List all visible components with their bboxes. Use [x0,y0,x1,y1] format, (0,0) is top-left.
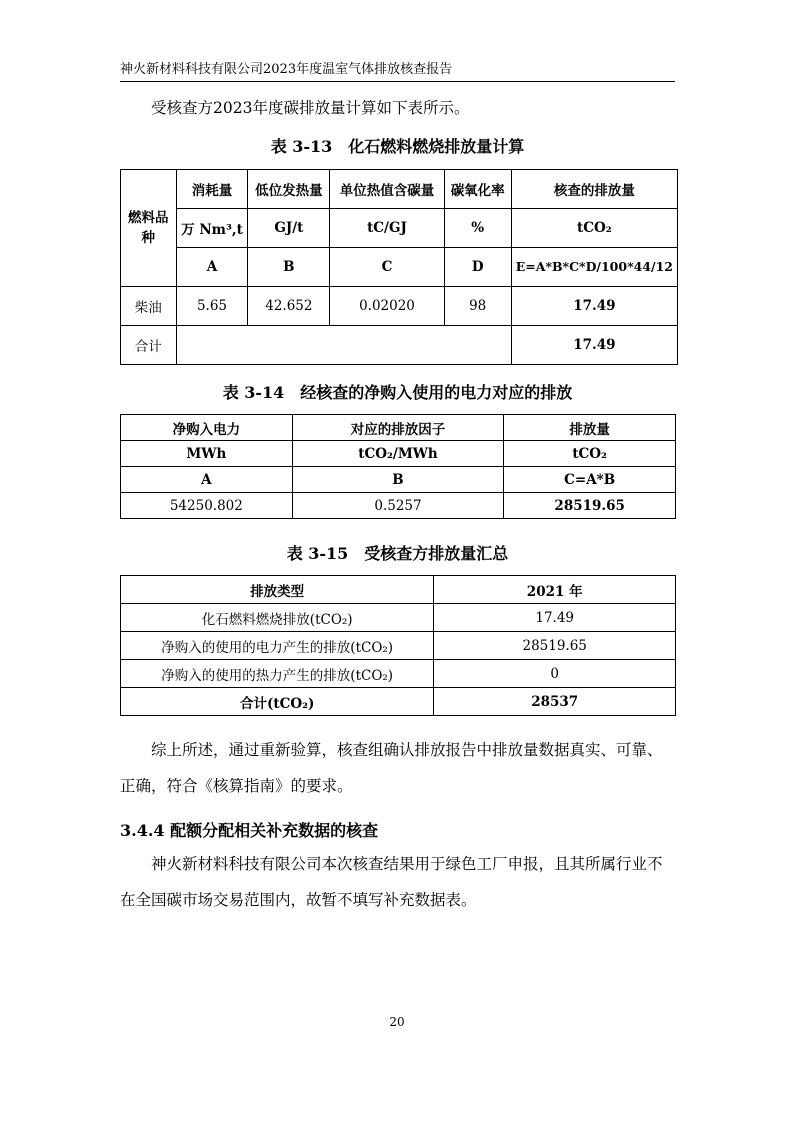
table-row [121,632,676,660]
summary-paragraph: 综上所述，通过重新验算，核查组确认排放报告中排放量数据真实、可靠、正确，符合《核算指南》的要求。 [120,741,663,795]
t2-unit-power: MWh [121,441,293,467]
t3-row-label-electricity: 净购入的使用的电力产生的排放(tCO₂) [121,632,434,660]
t1-code-c: C [330,248,444,287]
t1-fuel-name: 柴油 [121,287,177,326]
t1-unit-carbon-content: tC/GJ [330,209,444,248]
t1-value-ncv: 42.652 [248,287,330,326]
t2-header-emission-factor: 对应的排放因子 [292,415,504,441]
page-number: 20 [389,1015,405,1029]
t2-value-power: 54250.802 [121,493,293,519]
section-title: 3.4.4 配额分配相关补充数据的核查 [120,821,379,840]
t2-code-a: A [121,467,293,493]
t1-total-empty [176,326,511,365]
intro-paragraph: 受核查方2023年度碳排放量计算如下表所示。 [151,99,470,117]
t2-value-factor: 0.5257 [292,493,504,519]
t1-header-carbon-content: 单位热值含碳量 [330,170,444,209]
t2-code-c: C=A*B [504,467,676,493]
table-row [121,326,678,365]
t1-value-consumption: 5.65 [176,287,248,326]
page-header: 神火新材料科技有限公司2023年度温室气体排放核查报告 [120,58,675,82]
t1-total-label: 合计 [121,326,177,365]
t1-value-emission: 17.49 [511,287,677,326]
t1-value-carbon-content: 0.02020 [330,287,444,326]
t2-unit-factor: tCO₂/MWh [292,441,504,467]
t1-code-e: E=A*B*C*D/100*44/12 [511,248,677,287]
t1-header-consumption: 消耗量 [176,170,248,209]
table-row [121,604,676,632]
t1-header-ncv: 低位发热量 [248,170,330,209]
t1-unit-oxidation-rate: % [444,209,511,248]
fossil-fuel-table [120,169,678,365]
t1-header-oxidation-rate: 碳氧化率 [444,170,511,209]
t2-header-purchased-power: 净购入电力 [121,415,293,441]
t3-row-label-fossil: 化石燃料燃烧排放(tCO₂) [121,604,434,632]
t1-header-verified-emission: 核查的排放量 [511,170,677,209]
t3-row-label-heat: 净购入的使用的热力产生的排放(tCO₂) [121,660,434,688]
t2-value-emission: 28519.65 [504,493,676,519]
t3-row-value-electricity: 28519.65 [434,632,676,660]
t1-unit-verified-emission: tCO₂ [511,209,677,248]
table1-caption: 表 3-13 化石燃料燃烧排放量计算 [270,137,525,156]
t2-header-emission: 排放量 [504,415,676,441]
t1-code-d: D [444,248,511,287]
t1-unit-consumption: 万 Nm³,t [176,209,248,248]
t1-value-oxidation-rate: 98 [444,287,511,326]
section-paragraph: 神火新材料科技有限公司本次核查结果用于绿色工厂申报，且其所属行业不在全国碳市场交易范围内，故暂不填写补充数据表。 [120,855,663,909]
table-row [121,688,676,716]
t1-unit-ncv: GJ/t [248,209,330,248]
t3-header-type: 排放类型 [121,576,434,604]
t2-unit-emission: tCO₂ [504,441,676,467]
electricity-table [120,414,676,519]
t3-row-value-heat: 0 [434,660,676,688]
table-row [121,660,676,688]
fuel-type-header: 燃料品种 [121,170,177,287]
t3-header-year: 2021 年 [434,576,676,604]
t1-code-b: B [248,248,330,287]
summary-table [120,575,676,716]
t3-total-label: 合计(tCO₂) [121,688,434,716]
table3-caption: 表 3-15 受核查方排放量汇总 [286,544,509,563]
t3-row-value-fossil: 17.49 [434,604,676,632]
table2-caption: 表 3-14 经核查的净购入使用的电力对应的排放 [222,383,573,402]
t1-code-a: A [176,248,248,287]
t3-total-value: 28537 [434,688,676,716]
table-row [121,287,678,326]
table-row [121,493,676,519]
t2-code-b: B [292,467,504,493]
t1-total-value: 17.49 [511,326,677,365]
